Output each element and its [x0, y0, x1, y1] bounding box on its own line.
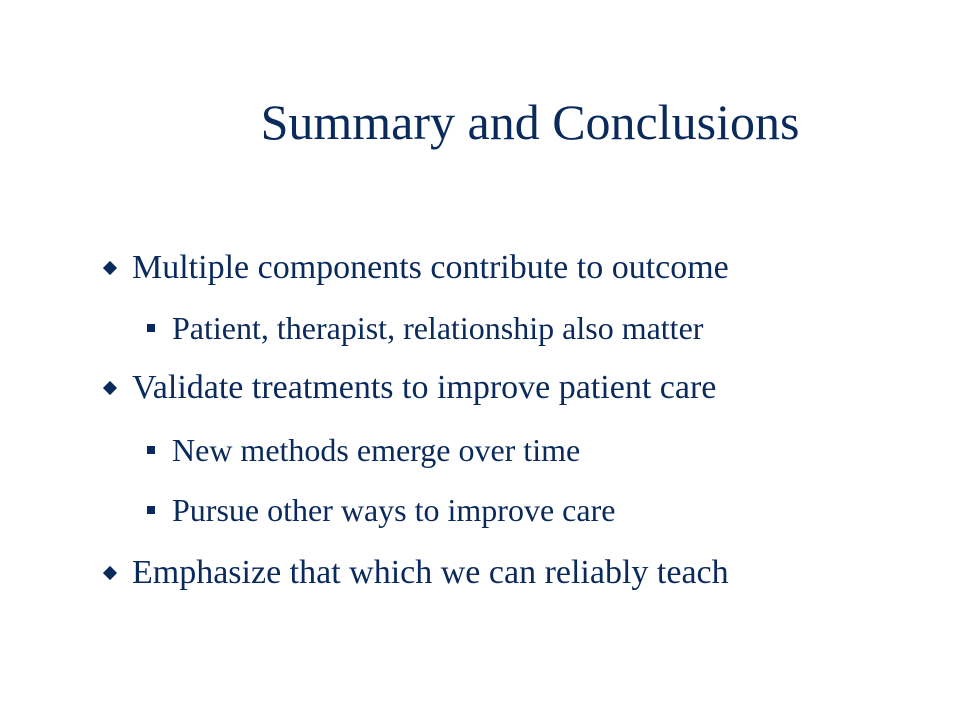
diamond-bullet-icon: [103, 261, 117, 275]
sub-bullet-text: Pursue other ways to improve care: [172, 492, 616, 528]
slide-title: Summary and Conclusions: [260, 94, 800, 150]
sub-bullet-item: [147, 430, 580, 470]
bullet-text: Emphasize that which we can reliably teach: [132, 554, 729, 591]
sub-bullet-item: [147, 490, 615, 530]
diamond-bullet-icon: [103, 566, 117, 580]
bullet-item: [103, 368, 716, 408]
sub-bullet-text: New methods emerge over time: [172, 432, 581, 468]
square-bullet-icon: [147, 506, 155, 514]
sub-bullet-text: Patient, therapist, relationship also matter: [172, 310, 704, 346]
bullet-item: [103, 553, 729, 593]
square-bullet-icon: [147, 324, 155, 332]
sub-bullet-item: [147, 308, 703, 348]
bullet-text: Multiple components contribute to outcome: [132, 249, 729, 286]
bullet-item: [103, 248, 729, 288]
bullet-text: Validate treatments to improve patient care: [132, 369, 717, 406]
diamond-bullet-icon: [103, 381, 117, 395]
square-bullet-icon: [147, 446, 155, 454]
